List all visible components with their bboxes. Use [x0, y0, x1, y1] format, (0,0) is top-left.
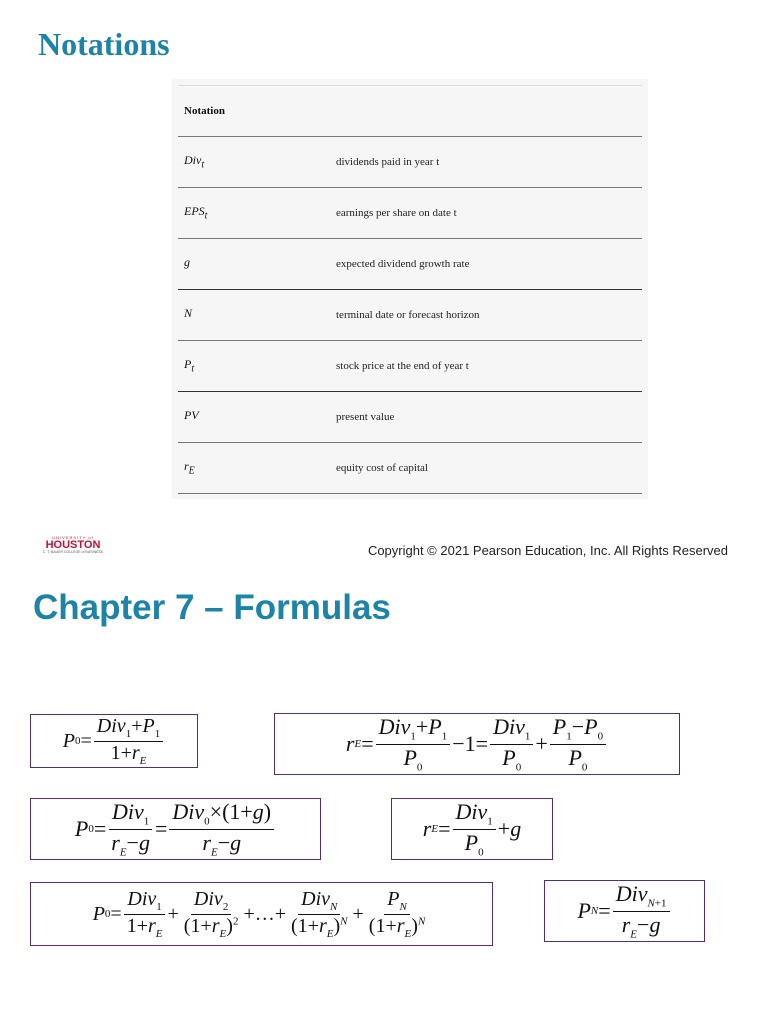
- notation-symbol: N: [178, 290, 330, 341]
- slide-title: Chapter 7 – Formulas: [33, 588, 391, 627]
- slide-title: Notations: [38, 26, 170, 62]
- table-row: [178, 392, 642, 443]
- notation-description: present value: [330, 392, 642, 443]
- notation-symbol: Div$_t$: [178, 137, 330, 188]
- notation-description: expected dividend growth rate: [330, 239, 642, 290]
- notation-symbol: $P_t$: [178, 341, 330, 392]
- formulas-slide: [0, 576, 768, 1024]
- university-logo: UNIVERSITY of HOUSTON C. T. BAUER COLLEGE of BUSINESS: [42, 535, 104, 554]
- notation-symbol: $EPS_t$: [178, 188, 330, 239]
- table-row: [178, 137, 642, 188]
- formula-price-one-period: P 0 = $\frac{Div_1+P_1}{1+r_E}$: [30, 714, 198, 768]
- formula-multi-period-price: P 0 = $\frac{Div_1}{1+r_E}$ + $\frac{Div_2}{(1+r_E)^2}$ +…+ $\frac{Div_N}{(1+r_E)^N}$ + $\frac{P_N}{(1+r_E)^N}$: [30, 882, 493, 946]
- formula-return-decomposition: r E = $\frac{Div_1+P_1}{P_0}$ −1= $\frac{Div_1}{P_0}$ + $\frac{P_1-P_0}{P_0}$: [274, 713, 680, 775]
- table-row: [178, 341, 642, 392]
- formula-constant-growth-return: r E = $\frac{Div_1}{P_0}$ + g: [391, 798, 553, 860]
- table-header-row: [178, 86, 642, 137]
- table-header: Notation: [178, 86, 642, 137]
- notation-description: equity cost of capital: [330, 443, 642, 494]
- notation-table-panel: [172, 79, 648, 499]
- notation-description: earnings per share on date t: [330, 188, 642, 239]
- notation-table: [178, 85, 642, 494]
- copyright-notice: Copyright © 2021 Pearson Education, Inc. All Rights Reserved: [367, 543, 728, 558]
- table-row: [178, 290, 642, 341]
- notation-description: terminal date or forecast horizon: [330, 290, 642, 341]
- notation-symbol: PV: [178, 392, 330, 443]
- formula-terminal-price: P N = $\frac{Div_{N+1}}{r_E-g}$: [544, 880, 705, 942]
- table-row: [178, 239, 642, 290]
- table-row: [178, 188, 642, 239]
- notation-description: dividends paid in year t: [330, 137, 642, 188]
- notation-symbol: g: [178, 239, 330, 290]
- formula-constant-growth-price: P 0 = $\frac{Div_1}{r_E-g}$ = $\frac{Div_0\times(1+g)}{r_E-g}$: [30, 798, 321, 860]
- table-row: [178, 443, 642, 494]
- notation-description: stock price at the end of year t: [330, 341, 642, 392]
- notation-symbol: $r_E$: [178, 443, 330, 494]
